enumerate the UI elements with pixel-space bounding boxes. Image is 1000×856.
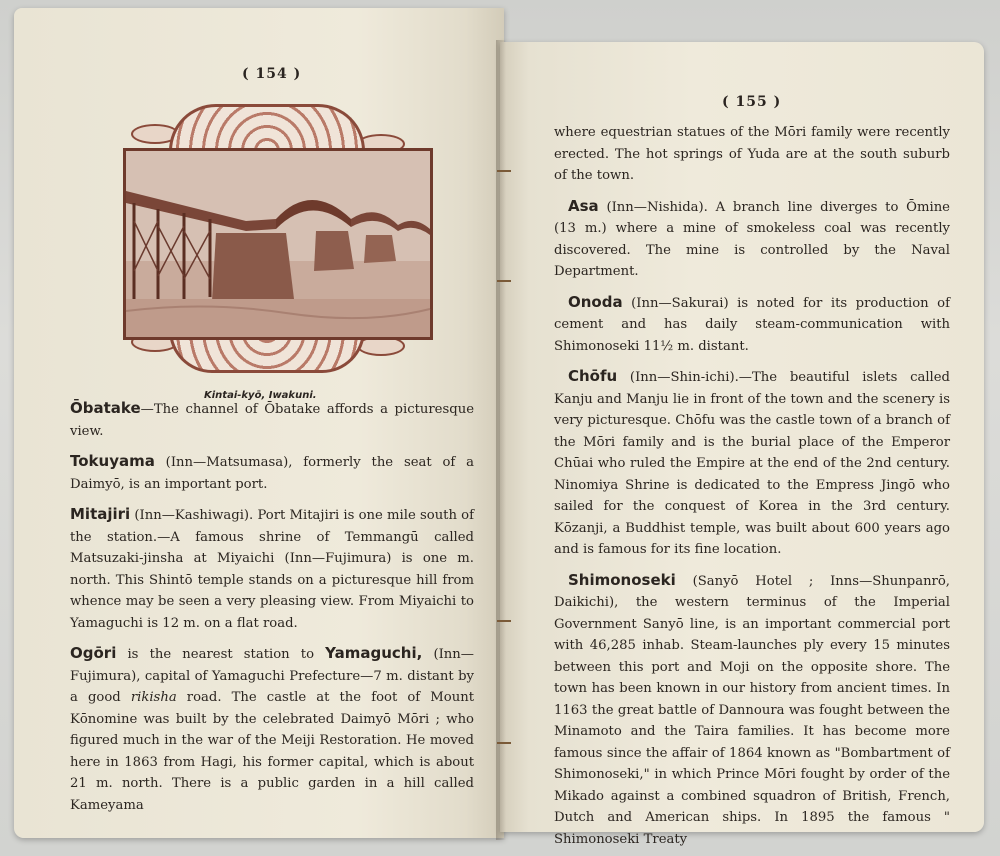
paragraph-text-chofu: (Inn—Shin-ichi).—The beautiful islets called Kanju and Manju lie in front of the town and the scenery is very picturesque. Chōfu was the castle town of a branch of the Mōri family and is the burial place of the Emperor Chūai who ruled the Empire at the end of the 2nd century. Ninomiya Shrine is dedicated to the Empress Jingō who sailed for the conquest of Korea in the 3rd century. Kōzanji, a Buddhist temple, was built about 600 years ago and is famous for its fine location. [554, 370, 950, 557]
place-name-tokuyama: Tokuyama [70, 452, 155, 470]
paragraph-mitajiri [70, 504, 474, 634]
paragraph-ogori [70, 643, 474, 816]
paragraph-text-mitajiri: (Inn—Kashiwagi). Port Mitajiri is one mile south of the station.—A famous shrine of Temmangū called Matsuzaki-jinsha at Miyaichi (Inn—Fujimura) is one m. north. This Shintō temple stands on a picturesque hill from whence may be seen a very pleasing view. From Miyaichi to Yamaguchi is 12 m. on a flat road. [70, 508, 474, 631]
place-name-shimonoseki: Shimonoseki [568, 570, 676, 589]
paragraph-shimonoseki [554, 570, 950, 851]
place-name-yamaguchi: Yamaguchi, [325, 644, 423, 662]
bridge-illustration [126, 151, 430, 337]
paragraph-text-tokuyama: (Inn—Matsumasa), formerly the seat of a Daimyō, is an important port. [70, 455, 474, 492]
bridge-engraving-image [123, 148, 433, 340]
italic-rikisha: rikisha [130, 690, 177, 705]
binding-stitch [497, 742, 511, 744]
paragraph-chofu [554, 366, 950, 561]
binding-stitch [497, 170, 511, 172]
floral-ornament-top [169, 104, 365, 151]
page-number-left: ( 154 ) [242, 66, 302, 82]
paragraph-text-asa: (Inn—Nishida). A branch line diverges to Ōmine (13 m.) where a mine of smokeless coal was recently discovered. The mine is controlled by the Naval Department. [554, 199, 950, 279]
paragraph-text-obatake: —The channel of Ōbatake affords a picturesque view. [70, 402, 474, 439]
place-name-ogori: Ogōri [70, 644, 117, 662]
paragraph-intro: where equestrian statues of the Mōri family were recently erected. The hot springs of Yuda are at the south suburb of the town. [554, 125, 950, 183]
spine-shadow [496, 40, 506, 840]
figure-caption: Kintai-kyō, Iwakuni. [204, 390, 317, 401]
paragraph-text-ogori-mid: is the nearest station to [116, 647, 326, 662]
left-page-text [70, 398, 474, 816]
binding-stitch [497, 280, 511, 282]
paragraph-obatake [70, 398, 474, 442]
paragraph-text-shimonoseki: (Sanyō Hotel ; Inns—Shunpanrō, Daikichi), the western terminus of the Imperial Government Sanyō line, is an important commercial port with 46,285 inhab. Steam-launches ply every 15 minutes between this port and Moji on the opposite shore. The town has been known in our history from ancient times. In 1163 the great battle of Dannoura was fought between the Minamoto and the Taira families. It has become more famous since the affair of 1864 known as "Bombartment of Shimonoseki," in which Prince Mōri fought by order of the Mikado against a combined squadron of British, French, Dutch and American ships. In 1895 the famous " Shimonoseki Treaty [554, 573, 950, 847]
page-number-right: ( 155 ) [722, 94, 782, 110]
left-page [14, 8, 504, 838]
place-name-onoda: Onoda [568, 292, 623, 311]
right-page-text [554, 122, 950, 850]
place-name-obatake: Ōbatake [70, 399, 141, 417]
paragraph-text-ogori-a: (Inn—Fujimura), capital of Yamaguchi Prefecture—7 m. distant by a good [70, 647, 474, 705]
binding-stitch [497, 620, 511, 622]
place-name-chofu: Chōfu [568, 367, 618, 385]
paragraph-text-ogori-b: road. The castle at the foot of Mount Kōnomine was built by the celebrated Daimyō Mōri ; who figured much in the war of the Meiji Restoration. He moved here in 1863 from Hagi, his former capital, which is about 21 m. north. There is a public garden in a hill called Kameyama [70, 690, 474, 813]
paragraph-text-onoda: (Inn—Sakurai) is noted for its production of cement and has daily steam-communication with Shimonoseki 11½ m. distant. [554, 295, 950, 354]
place-name-asa: Asa [568, 196, 599, 215]
paragraph-onoda [554, 292, 950, 358]
place-name-mitajiri: Mitajiri [70, 505, 131, 523]
paragraph-tokuyama [70, 451, 474, 495]
engraving-figure [109, 104, 421, 378]
right-page [500, 42, 984, 847]
paragraph-asa [554, 196, 950, 283]
